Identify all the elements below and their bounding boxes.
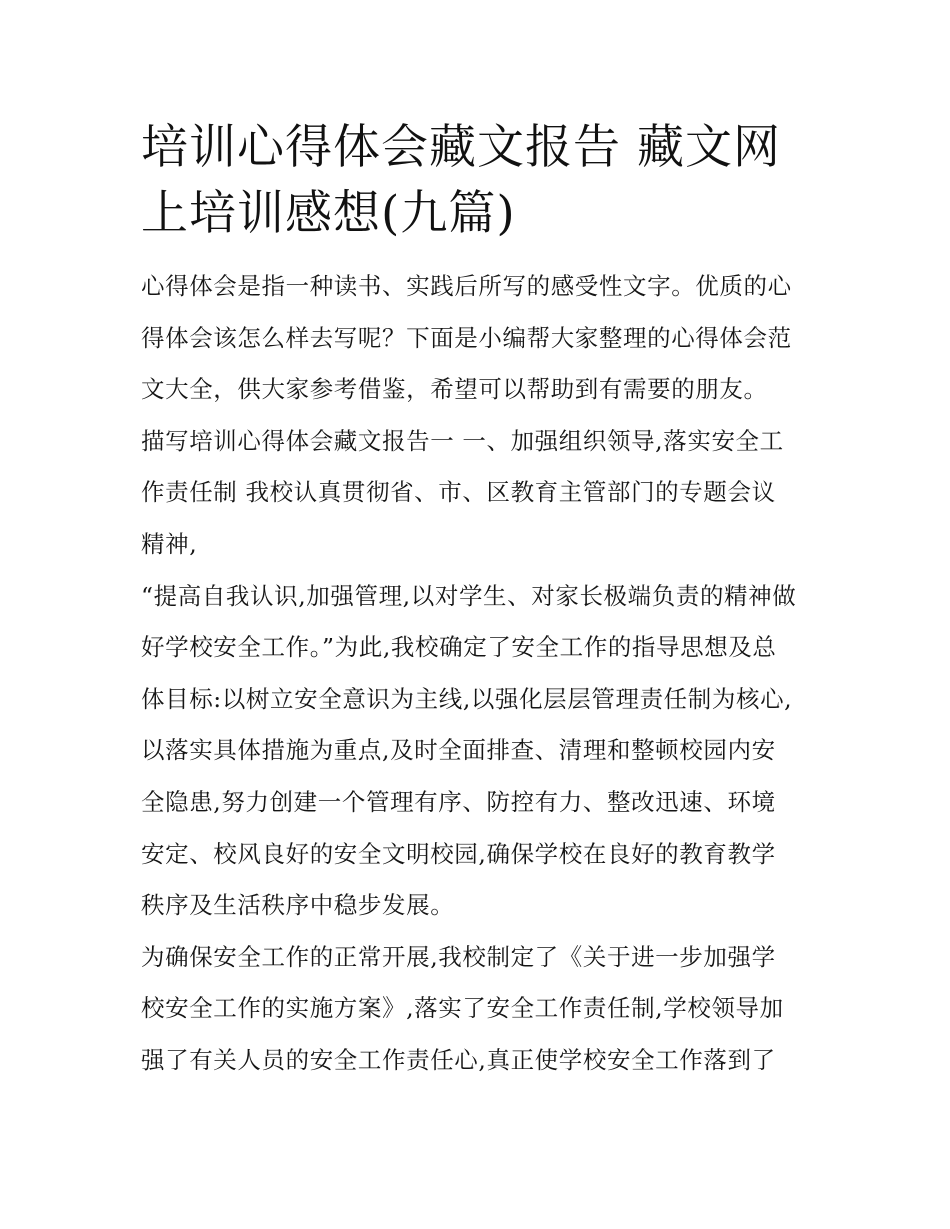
document-content (141, 115, 821, 1087)
document-body (141, 261, 821, 1087)
body-line: 为确保安全工作的正常开展,我校制定了《关于进一步加强学 (141, 942, 776, 971)
body-line: 好学校安全工作。”为此,我校确定了安全工作的指导思想及总 (141, 633, 777, 662)
body-line: 以落实具体措施为重点,及时全面排查、清理和整顿校园内安 (141, 736, 776, 765)
body-line: 文大全，供大家参考借鉴，希望可以帮助到有需要的朋友。 (141, 375, 768, 404)
body-line: 全隐患,努力创建一个管理有序、防控有力、整改迅速、环境 (141, 787, 776, 816)
body-line: 安定、校风良好的安全文明校园,确保学校在良好的教育教学 (141, 839, 776, 868)
body-line: 体目标:以树立安全意识为主线,以强化层层管理责任制为核心, (141, 684, 793, 713)
body-line: 心得体会是指一种读书、实践后所写的感受性文字。优质的心 (141, 272, 792, 300)
title-line: 上培训感想(九篇) (141, 186, 516, 241)
body-line: 校安全工作的实施方案》,落实了安全工作责任制,学校领导加 (141, 994, 784, 1023)
body-line: 强了有关人员的安全工作责任心,真正使学校安全工作落到了 (141, 1045, 776, 1074)
body-line: 描写培训心得体会藏文报告一 一、加强组织领导,落实安全工 (141, 426, 784, 455)
body-line: 精神, (141, 529, 198, 558)
body-line: 得体会该怎么样去写呢？下面是小编帮大家整理的心得体会范 (141, 323, 792, 352)
body-line: “提高自我认识,加强管理,以对学生、对家长极端负责的精神做 (141, 581, 797, 610)
document-title (141, 115, 821, 247)
body-line: 作责任制 我校认真贯彻省、市、区教育主管部门的专题会议 (141, 478, 776, 507)
title-line: 培训心得体会藏文报告 藏文网 (141, 120, 781, 175)
body-line: 秩序及生活秩序中稳步发展。 (141, 891, 455, 920)
